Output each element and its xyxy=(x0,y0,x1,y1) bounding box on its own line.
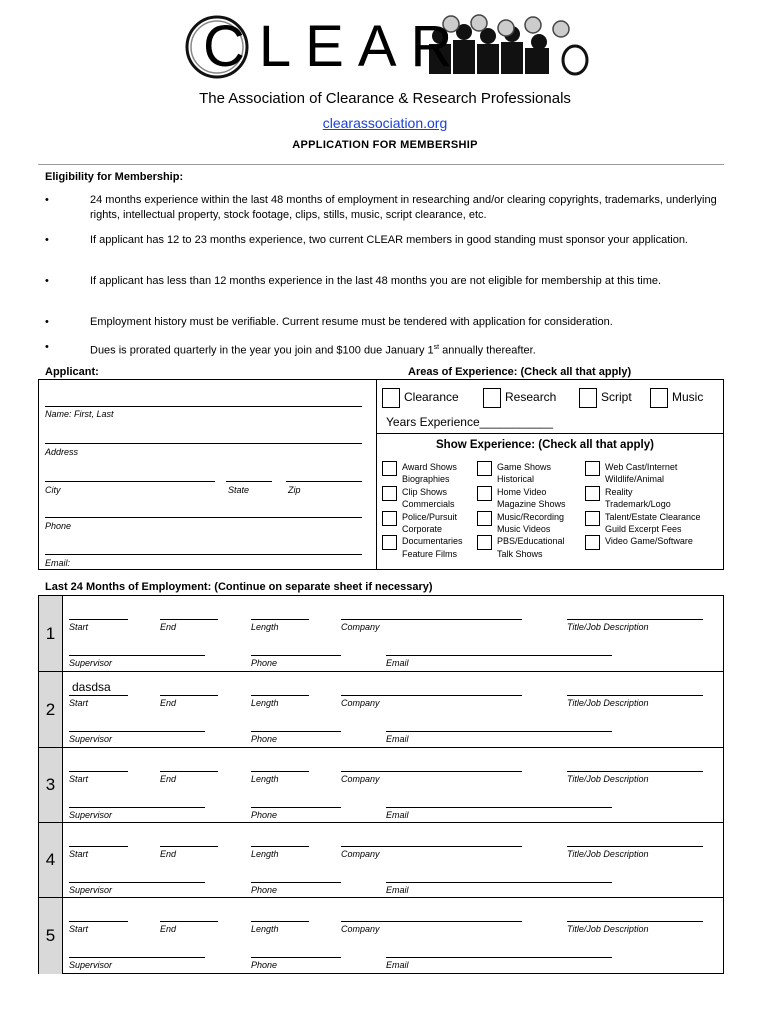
supervisor-label: Supervisor xyxy=(69,734,113,744)
show-option-label: Clip Shows xyxy=(402,486,448,497)
title-field[interactable] xyxy=(567,695,703,696)
research-label: Research xyxy=(505,390,557,404)
start-label: Start xyxy=(69,774,89,784)
row-number: 2 xyxy=(39,672,63,747)
eligibility-item: If applicant has 12 to 23 months experience, two current CLEAR members in good standing must sponsor your application. xyxy=(90,234,688,246)
end-field[interactable] xyxy=(160,846,218,847)
end-label: End xyxy=(160,924,177,934)
show-option-label: Talent/Estate Clearance xyxy=(605,511,701,522)
title-job-label: Title/Job Description xyxy=(567,698,649,708)
phone-field[interactable] xyxy=(251,957,341,958)
show-checkbox[interactable] xyxy=(382,511,397,526)
address-label: Address xyxy=(45,447,79,457)
end-field[interactable] xyxy=(160,921,218,922)
clearance-checkbox[interactable] xyxy=(382,388,400,408)
title-field[interactable] xyxy=(567,771,703,772)
email-field[interactable] xyxy=(386,807,612,808)
show-option-label: Trademark/Logo xyxy=(605,499,671,510)
show-checkbox[interactable] xyxy=(585,535,600,550)
start-label: Start xyxy=(69,698,89,708)
supervisor-field[interactable] xyxy=(69,957,205,958)
show-checkbox[interactable] xyxy=(585,461,600,476)
company-field[interactable] xyxy=(341,921,522,922)
show-option-label: PBS/Educational xyxy=(497,536,565,547)
show-option-label: Guild Excerpt Fees xyxy=(605,524,682,534)
start-label: Start xyxy=(69,849,89,859)
company-field[interactable] xyxy=(341,695,522,696)
zip-field[interactable] xyxy=(286,481,362,482)
supervisor-label: Supervisor xyxy=(69,960,113,970)
supervisor-field[interactable] xyxy=(69,655,205,656)
show-option-label: Web Cast/Internet xyxy=(605,462,678,472)
supervisor-field[interactable] xyxy=(69,882,205,883)
length-field[interactable] xyxy=(251,846,309,847)
address-field[interactable] xyxy=(45,443,362,444)
phone-label: Phone xyxy=(251,885,278,895)
eligibility-dues: Dues is prorated quarterly in the year you join and $100 due January 1st annually thereafter. xyxy=(90,344,536,357)
divider xyxy=(38,164,724,165)
form-title: APPLICATION FOR MEMBERSHIP xyxy=(292,139,478,151)
end-field[interactable] xyxy=(160,619,218,620)
company-field[interactable] xyxy=(341,846,522,847)
bullet: • xyxy=(45,316,49,328)
company-label: Company xyxy=(341,698,380,708)
row-number: 5 xyxy=(39,898,63,974)
row-number: 1 xyxy=(39,596,63,671)
city-field[interactable] xyxy=(45,481,215,482)
length-label: Length xyxy=(251,622,279,632)
show-checkbox[interactable] xyxy=(477,535,492,550)
email-field[interactable] xyxy=(45,554,362,555)
eligibility-item: 24 months experience within the last 48 months of employment in researching and/or clearing copyrights, trademarks, underlying rights, intellectual property, stock footage, clips, stills, music, script clearance, etc. xyxy=(90,194,717,221)
bullet: • xyxy=(45,234,49,246)
bullet: • xyxy=(45,341,49,353)
eligibility-item: Employment history must be verifiable. Current resume must be tendered with application for consideration. xyxy=(90,316,613,328)
employment-row-divider xyxy=(38,747,724,748)
company-label: Company xyxy=(341,924,380,934)
end-label: End xyxy=(160,849,177,859)
eligibility-title: Eligibility for Membership: xyxy=(45,171,184,183)
areas-divider xyxy=(377,433,723,434)
email-field[interactable] xyxy=(386,957,612,958)
start-field[interactable] xyxy=(69,771,128,772)
end-label: End xyxy=(160,698,177,708)
row-number: 3 xyxy=(39,748,63,822)
show-option-label: Reality xyxy=(605,486,633,497)
employment-row-divider xyxy=(38,822,724,823)
phone-label: Phone xyxy=(251,734,278,744)
company-field[interactable] xyxy=(341,619,522,620)
supervisor-label: Supervisor xyxy=(69,658,113,668)
show-option-label: Corporate xyxy=(402,524,443,534)
phone-label: Phone xyxy=(251,658,278,668)
length-field[interactable] xyxy=(251,771,309,772)
title-job-label: Title/Job Description xyxy=(567,924,649,934)
title-field[interactable] xyxy=(567,619,703,620)
show-option-label: Commercials xyxy=(402,499,455,510)
show-option-label: Music/Recording xyxy=(497,511,565,522)
show-option-label: Magazine Shows xyxy=(497,499,566,510)
areas-title: Areas of Experience: (Check all that apply) xyxy=(408,366,632,378)
show-option-label: Award Shows xyxy=(402,462,457,472)
start-field[interactable] xyxy=(69,921,128,922)
years-experience-field[interactable]: Years Experience___________ xyxy=(386,415,554,429)
title-job-label: Title/Job Description xyxy=(567,849,649,859)
supervisor-field[interactable] xyxy=(69,807,205,808)
show-checkbox[interactable] xyxy=(477,511,492,526)
phone-label: Phone xyxy=(251,810,278,820)
supervisor-field[interactable] xyxy=(69,731,205,732)
phone-field[interactable] xyxy=(251,655,341,656)
show-option-label: Wildlife/Animal xyxy=(605,474,665,485)
state-label: State xyxy=(228,485,250,495)
phone-field[interactable] xyxy=(251,731,341,732)
show-option-label: Police/Pursuit xyxy=(402,511,458,522)
title-field[interactable] xyxy=(567,846,703,847)
show-checkbox[interactable] xyxy=(382,486,397,501)
music-label: Music xyxy=(672,390,704,404)
clearance-label: Clearance xyxy=(404,390,459,404)
bullet: • xyxy=(45,194,49,206)
show-checkbox[interactable] xyxy=(585,486,600,501)
show-option-label: Feature Films xyxy=(402,548,458,559)
title-job-label: Title/Job Description xyxy=(567,622,649,632)
phone-label: Phone xyxy=(251,960,278,970)
script-label: Script xyxy=(601,390,632,404)
show-option-label: Home Video xyxy=(497,486,547,497)
end-field[interactable] xyxy=(160,695,218,696)
email-field[interactable] xyxy=(386,655,612,656)
show-option-label: Talk Shows xyxy=(497,548,543,559)
show-option-label: Music Videos xyxy=(497,524,551,534)
employment-table xyxy=(38,595,724,974)
state-field[interactable] xyxy=(226,481,272,482)
start-label: Start xyxy=(69,924,89,934)
title-job-label: Title/Job Description xyxy=(567,774,649,784)
phone-field[interactable] xyxy=(251,882,341,883)
name-label: Name: First, Last xyxy=(45,409,114,419)
show-option-label: Documentaries xyxy=(402,536,463,547)
association-name: The Association of Clearance & Research Professionals xyxy=(199,90,571,107)
length-label: Length xyxy=(251,698,279,708)
company-field[interactable] xyxy=(341,771,522,772)
email-field[interactable] xyxy=(386,882,612,883)
email-label: Email xyxy=(386,658,409,668)
title-field[interactable] xyxy=(567,921,703,922)
show-checkbox[interactable] xyxy=(585,511,600,526)
show-experience-title: Show Experience: (Check all that apply) xyxy=(436,439,654,451)
length-label: Length xyxy=(251,774,279,784)
show-checkbox[interactable] xyxy=(477,486,492,501)
start-field[interactable] xyxy=(69,846,128,847)
phone-field[interactable] xyxy=(251,807,341,808)
start-field[interactable] xyxy=(69,695,128,696)
clear-logo xyxy=(183,14,593,80)
name-field[interactable] xyxy=(45,406,362,407)
show-option-label: Video Game/Software xyxy=(605,536,693,547)
end-field[interactable] xyxy=(160,771,218,772)
end-label: End xyxy=(160,774,177,784)
email-field[interactable] xyxy=(386,731,612,732)
script-checkbox[interactable] xyxy=(579,388,597,408)
supervisor-label: Supervisor xyxy=(69,885,113,895)
music-checkbox[interactable] xyxy=(650,388,668,408)
show-checkbox[interactable] xyxy=(477,461,492,476)
show-checkbox[interactable] xyxy=(382,535,397,550)
employment-row-divider xyxy=(38,897,724,898)
phone-field[interactable] xyxy=(45,517,362,518)
length-field[interactable] xyxy=(251,921,309,922)
email-label: Email xyxy=(386,810,409,820)
company-label: Company xyxy=(341,774,380,784)
city-label: City xyxy=(45,485,61,495)
show-checkbox[interactable] xyxy=(382,461,397,476)
applicant-divider xyxy=(376,379,377,570)
show-option-label: Biographies xyxy=(402,474,450,485)
length-label: Length xyxy=(251,924,279,934)
employment-row-divider xyxy=(38,671,724,672)
eligibility-item: If applicant has less than 12 months experience in the last 48 months you are not eligible for membership at this time. xyxy=(90,275,662,287)
email-label: Email xyxy=(386,734,409,744)
bullet: • xyxy=(45,275,49,287)
length-label: Length xyxy=(251,849,279,859)
employment-title: Last 24 Months of Employment: (Continue on separate sheet if necessary) xyxy=(45,581,433,593)
row-number: 4 xyxy=(39,823,63,897)
email-label: Email: xyxy=(45,558,71,568)
show-option-label: Game Shows xyxy=(497,462,552,472)
supervisor-label: Supervisor xyxy=(69,810,113,820)
applicant-title: Applicant: xyxy=(45,366,99,378)
zip-label: Zip xyxy=(288,485,301,495)
company-label: Company xyxy=(341,622,380,632)
start-field[interactable] xyxy=(69,619,128,620)
show-option-label: Historical xyxy=(497,474,535,485)
start-value[interactable]: dasdsa xyxy=(72,680,111,694)
logo-text: CLEAR xyxy=(203,14,467,79)
email-label: Email xyxy=(386,885,409,895)
start-label: Start xyxy=(69,622,89,632)
end-label: End xyxy=(160,622,177,632)
company-label: Company xyxy=(341,849,380,859)
length-field[interactable] xyxy=(251,619,309,620)
phone-label: Phone xyxy=(45,521,72,531)
email-label: Email xyxy=(386,960,409,970)
length-field[interactable] xyxy=(251,695,309,696)
research-checkbox[interactable] xyxy=(483,388,501,408)
website-link[interactable]: clearassociation.org xyxy=(322,115,448,131)
